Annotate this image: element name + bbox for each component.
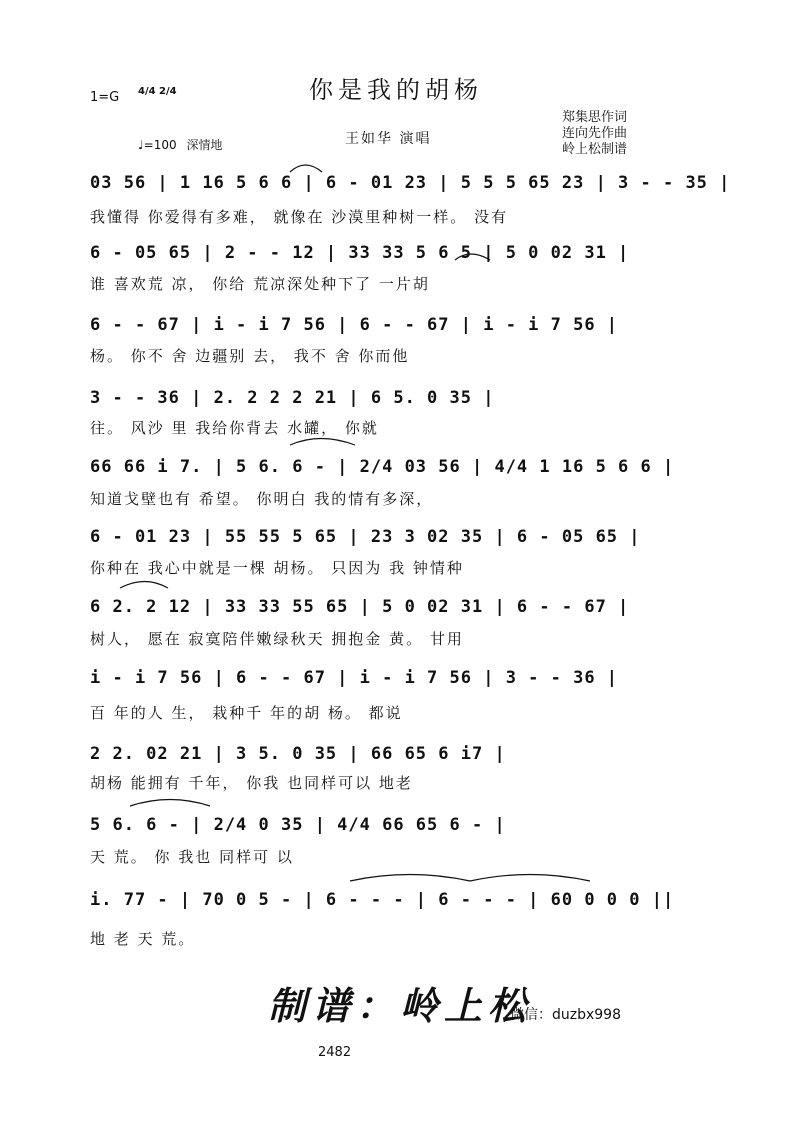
singer-credit: 王如华 演唱 [345,131,432,147]
lyrics-row: 谁 喜欢荒 凉， 你给 荒凉深处种下了 一片胡 [90,275,430,293]
lyrics-row: 树人， 愿在 寂寞陪伴嫩绿秋天 拥抱金 黄。 甘用 [90,630,464,648]
lyrics-row: 往。 风沙 里 我给你背去 水罐， 你就 [90,419,379,437]
wechat-contact: 微信：duzbx998 [510,1007,622,1023]
lyricist-credit: 郑集思作词 [562,110,628,125]
key-signature: 1=G [90,90,120,105]
notes-row: 6 2. 2 12 | 33 33 55 65 | 5 0 02 31 | 6 - - 67 | [90,597,630,617]
lyrics-row: 杨。 你不 舍 边疆别 去， 我不 舍 你而他 [90,347,410,365]
composer-credit: 连向先作曲 [562,126,628,141]
lyrics-row: 我懂得 你爱得有多难， 就像在 沙漠里种树一样。 没有 [90,208,509,226]
lyrics-row: 天 荒。 你 我也 同样可 以 [90,848,294,866]
notes-row: 03 56 | 1 16 5 6 6 | 6 - 01 23 | 5 5 5 65 23 | 3 - - 35 | [90,173,731,193]
notes-row: 66 66 i 7. | 5 6. 6 - | 2/4 03 56 | 4/4 1 16 5 6 6 | [90,457,675,477]
notes-row: 3 - - 36 | 2. 2 2 2 21 | 6 5. 0 35 | [90,388,495,408]
notes-row: 6 - 05 65 | 2 - - 12 | 33 33 5 6 5 | 5 0 02 31 | [90,243,630,263]
notes-row: 2 2. 02 21 | 3 5. 0 35 | 66 65 6 i7 | [90,744,506,764]
time-signature: 4/4 2/4 [138,86,177,97]
transcriber-credit: 岭上松制谱 [562,142,628,157]
lyrics-row: 知道戈壁也有 希望。 你明白 我的情有多深， [90,490,434,508]
transcriber-signature: 制谱：岭上松 [268,983,533,1028]
lyrics-row: 百 年的人 生， 栽种千 年的胡 杨。 都说 [90,704,403,722]
tempo-value: ♩=100 [138,138,177,152]
notes-row: i - i 7 56 | 6 - - 67 | i - i 7 56 | 3 - - 36 | [90,668,619,688]
notes-row: 6 - - 67 | i - i 7 56 | 6 - - 67 | i - i 7 56 | [90,315,619,335]
page-number: 2482 [318,1045,352,1060]
notes-row: i. 77 - | 70 0 5 - | 6 - - - | 6 - - - | 60 0 0 0 || [90,890,675,910]
lyrics-row: 你种在 我心中就是一棵 胡杨。 只因为 我 钟情种 [90,559,464,577]
notes-row: 6 - 01 23 | 55 55 5 65 | 23 3 02 35 | 6 - 05 65 | [90,527,641,547]
lyrics-row: 胡杨 能拥有 千年， 你我 也同样可以 地老 [90,774,413,792]
notes-row: 5 6. 6 - | 2/4 0 35 | 4/4 66 65 6 - | [90,815,506,835]
song-title: 你是我的胡杨 [309,76,483,104]
expression-marking: 深情地 [186,138,223,152]
lyrics-row: 地 老 天 荒。 [90,930,196,948]
